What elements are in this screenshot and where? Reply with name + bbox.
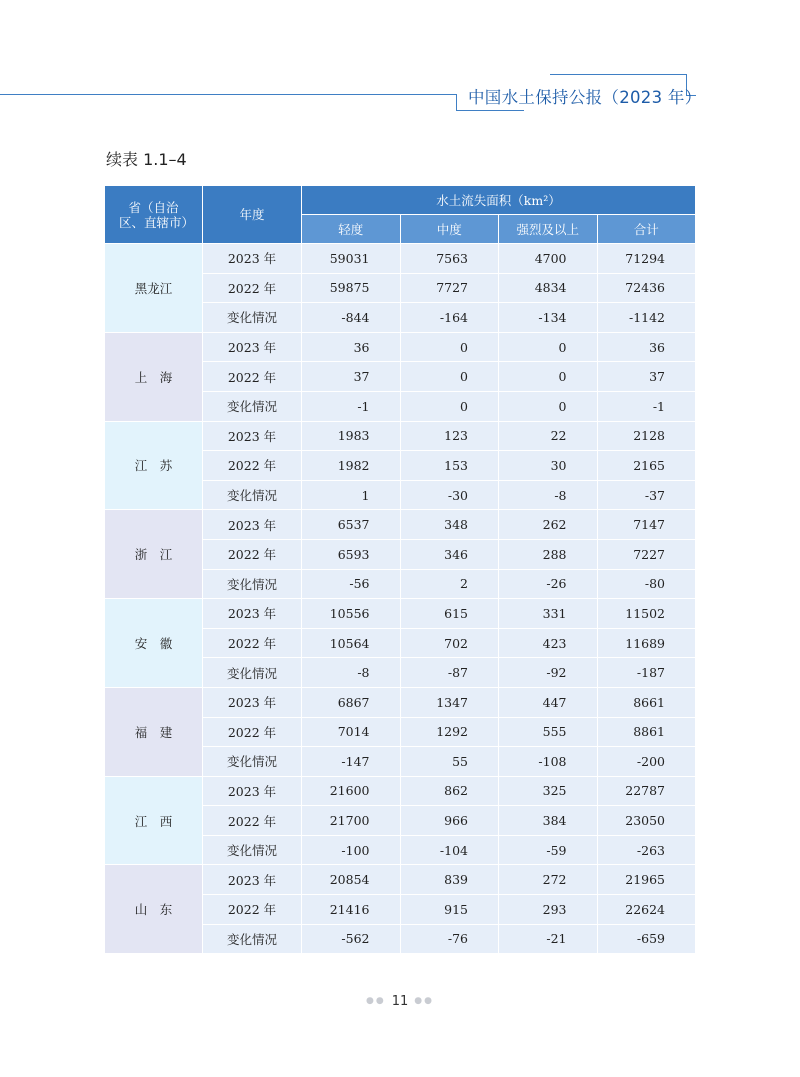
province-group — [105, 421, 696, 510]
row-label: 2022 年 — [203, 628, 302, 658]
row-label: 2022 年 — [203, 895, 302, 925]
value-severe: -108 — [499, 747, 598, 777]
value-total: 2165 — [597, 451, 696, 481]
row-label: 变化情况 — [203, 391, 302, 421]
value-moderate: 348 — [400, 510, 499, 540]
value-total: 11689 — [597, 628, 696, 658]
value-moderate: 7563 — [400, 244, 499, 274]
table-row — [105, 421, 696, 451]
table-row — [105, 244, 696, 274]
value-severe: 384 — [499, 806, 598, 836]
col-header-total: 合计 — [597, 215, 696, 244]
report-title: 中国水土保持公报（2023 年） — [468, 88, 702, 107]
value-moderate: 839 — [400, 865, 499, 895]
value-light: -1 — [302, 391, 401, 421]
row-label: 变化情况 — [203, 658, 302, 688]
value-light: 10564 — [302, 628, 401, 658]
value-severe: 0 — [499, 362, 598, 392]
table-row — [105, 776, 696, 806]
value-light: 6537 — [302, 510, 401, 540]
row-label: 2023 年 — [203, 421, 302, 451]
value-light: 37 — [302, 362, 401, 392]
row-label: 变化情况 — [203, 569, 302, 599]
value-severe: -8 — [499, 480, 598, 510]
value-light: 1983 — [302, 421, 401, 451]
value-moderate: 1347 — [400, 687, 499, 717]
value-severe: -92 — [499, 658, 598, 688]
row-label: 2023 年 — [203, 776, 302, 806]
value-severe: -59 — [499, 835, 598, 865]
col-header-severe: 强烈及以上 — [499, 215, 598, 244]
row-label: 变化情况 — [203, 835, 302, 865]
value-total: 7147 — [597, 510, 696, 540]
value-severe: 4700 — [499, 244, 598, 274]
province-name: 福 建 — [105, 687, 203, 776]
row-label: 2023 年 — [203, 244, 302, 274]
value-severe: 331 — [499, 599, 598, 629]
province-name: 江 苏 — [105, 421, 203, 510]
value-total: 8861 — [597, 717, 696, 747]
value-light: -100 — [302, 835, 401, 865]
row-label: 变化情况 — [203, 747, 302, 777]
province-group — [105, 332, 696, 421]
value-severe: 0 — [499, 391, 598, 421]
value-total: -200 — [597, 747, 696, 777]
value-total: 72436 — [597, 273, 696, 303]
value-severe: 423 — [499, 628, 598, 658]
row-label: 变化情况 — [203, 924, 302, 954]
value-moderate: 346 — [400, 539, 499, 569]
value-severe: 0 — [499, 332, 598, 362]
table-row — [105, 865, 696, 895]
row-label: 2023 年 — [203, 510, 302, 540]
value-moderate: -104 — [400, 835, 499, 865]
value-severe: 22 — [499, 421, 598, 451]
col-header-light: 轻度 — [302, 215, 401, 244]
value-severe: 4834 — [499, 273, 598, 303]
table-header — [105, 186, 696, 244]
province-group — [105, 599, 696, 688]
value-moderate: 153 — [400, 451, 499, 481]
province-name: 安 徽 — [105, 599, 203, 688]
row-label: 2023 年 — [203, 687, 302, 717]
value-severe: 272 — [499, 865, 598, 895]
value-moderate: 0 — [400, 391, 499, 421]
col-header-group: 水土流失面积（km²） — [302, 186, 696, 215]
value-moderate: 123 — [400, 421, 499, 451]
value-severe: 325 — [499, 776, 598, 806]
value-severe: 447 — [499, 687, 598, 717]
province-name: 黑龙江 — [105, 244, 203, 333]
value-severe: 293 — [499, 895, 598, 925]
value-light: 21700 — [302, 806, 401, 836]
header-rule-top — [550, 74, 686, 75]
row-label: 变化情况 — [203, 480, 302, 510]
header-rule-tick — [456, 94, 457, 110]
row-label: 2022 年 — [203, 806, 302, 836]
value-total: 22624 — [597, 895, 696, 925]
value-total: -80 — [597, 569, 696, 599]
value-light: -844 — [302, 303, 401, 333]
value-light: 1982 — [302, 451, 401, 481]
value-moderate: -87 — [400, 658, 499, 688]
value-moderate: 7727 — [400, 273, 499, 303]
value-moderate: -30 — [400, 480, 499, 510]
value-severe: 30 — [499, 451, 598, 481]
value-total: 23050 — [597, 806, 696, 836]
value-total: -1 — [597, 391, 696, 421]
value-moderate: 862 — [400, 776, 499, 806]
value-moderate: 1292 — [400, 717, 499, 747]
page-footer — [0, 994, 800, 1009]
value-severe: 262 — [499, 510, 598, 540]
province-name: 上 海 — [105, 332, 203, 421]
header-rule-under — [456, 110, 524, 111]
col-header-year: 年度 — [203, 186, 302, 244]
header-rule-main — [0, 94, 456, 95]
value-total: -187 — [597, 658, 696, 688]
province-name: 山 东 — [105, 865, 203, 954]
value-severe: -21 — [499, 924, 598, 954]
province-group — [105, 244, 696, 333]
soil-erosion-table — [104, 185, 696, 954]
province-group — [105, 687, 696, 776]
value-moderate: -76 — [400, 924, 499, 954]
table-row — [105, 510, 696, 540]
value-moderate: -164 — [400, 303, 499, 333]
value-moderate: 55 — [400, 747, 499, 777]
value-light: 6593 — [302, 539, 401, 569]
value-light: -147 — [302, 747, 401, 777]
value-moderate: 915 — [400, 895, 499, 925]
value-total: -1142 — [597, 303, 696, 333]
province-group — [105, 776, 696, 865]
value-light: 20854 — [302, 865, 401, 895]
value-total: 71294 — [597, 244, 696, 274]
value-light: 7014 — [302, 717, 401, 747]
row-label: 2023 年 — [203, 332, 302, 362]
value-total: 37 — [597, 362, 696, 392]
value-total: 11502 — [597, 599, 696, 629]
value-total: 22787 — [597, 776, 696, 806]
col-header-moderate: 中度 — [400, 215, 499, 244]
footer-dots-left: ●● — [366, 996, 386, 1006]
row-label: 2022 年 — [203, 539, 302, 569]
value-total: 8661 — [597, 687, 696, 717]
value-light: -562 — [302, 924, 401, 954]
value-moderate: 966 — [400, 806, 499, 836]
table-row — [105, 332, 696, 362]
row-label: 2022 年 — [203, 717, 302, 747]
value-total: 2128 — [597, 421, 696, 451]
value-severe: -134 — [499, 303, 598, 333]
value-total: -263 — [597, 835, 696, 865]
value-light: 21416 — [302, 895, 401, 925]
value-moderate: 0 — [400, 362, 499, 392]
value-total: -37 — [597, 480, 696, 510]
row-label: 变化情况 — [203, 303, 302, 333]
value-total: 36 — [597, 332, 696, 362]
value-total: 7227 — [597, 539, 696, 569]
value-moderate: 615 — [400, 599, 499, 629]
value-light: 1 — [302, 480, 401, 510]
province-group — [105, 865, 696, 954]
col-header-province: 省（自治区、直辖市） — [105, 186, 203, 244]
value-light: 36 — [302, 332, 401, 362]
value-light: 21600 — [302, 776, 401, 806]
footer-dots-right: ●● — [414, 996, 434, 1006]
value-total: -659 — [597, 924, 696, 954]
row-label: 2023 年 — [203, 599, 302, 629]
row-label: 2022 年 — [203, 273, 302, 303]
value-moderate: 702 — [400, 628, 499, 658]
value-severe: 288 — [499, 539, 598, 569]
province-name: 江 西 — [105, 776, 203, 865]
value-moderate: 0 — [400, 332, 499, 362]
table-row — [105, 687, 696, 717]
row-label: 2023 年 — [203, 865, 302, 895]
value-light: -8 — [302, 658, 401, 688]
value-light: 59875 — [302, 273, 401, 303]
value-moderate: 2 — [400, 569, 499, 599]
table-caption: 续表 1.1–4 — [106, 150, 187, 169]
row-label: 2022 年 — [203, 451, 302, 481]
value-light: -56 — [302, 569, 401, 599]
value-total: 21965 — [597, 865, 696, 895]
row-label: 2022 年 — [203, 362, 302, 392]
province-group — [105, 510, 696, 599]
value-light: 10556 — [302, 599, 401, 629]
value-severe: 555 — [499, 717, 598, 747]
page-number: 11 — [391, 994, 409, 1009]
province-name: 浙 江 — [105, 510, 203, 599]
table-row — [105, 599, 696, 629]
value-severe: -26 — [499, 569, 598, 599]
value-light: 59031 — [302, 244, 401, 274]
value-light: 6867 — [302, 687, 401, 717]
